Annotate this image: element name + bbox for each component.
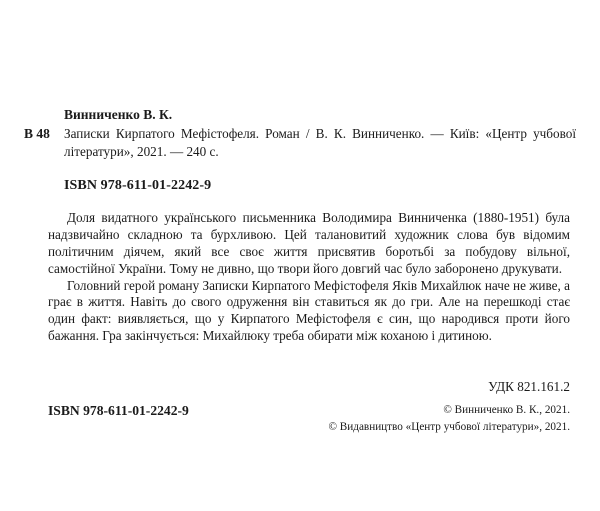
copyright-block: [329, 402, 570, 436]
imprint-footer: [48, 402, 570, 436]
annotation-paragraph-2: Головний герой роману Записки Кирпатого Мефістофеля Яків Михайлюк наче не живе, а грає в життя. Навіть до свого одруження він ставиться як до гри. Але на перешкоді стає один факт: виявляється, що у Кирпатого Мефістофеля є син, що народився проти його бажання. Гра закінчується: Михайлюку треба обирати між коханою і дитиною.: [48, 277, 570, 344]
cip-classification-code: В 48: [24, 126, 50, 142]
cip-author-heading: Винниченко В. К.: [64, 107, 173, 122]
cip-entry: [24, 125, 576, 160]
cip-bibliographic-description: Записки Кирпатого Мефістофеля. Роман / В. К. Винниченко. — Київ: «Центр учбової літератури», 2021. — 240 с.: [64, 126, 576, 159]
annotation-block: [48, 210, 570, 345]
copyright-line-publisher: © Видавництво «Центр учбової літератури», 2021.: [328, 420, 570, 433]
isbn-main: ISBN 978-611-01-2242-9: [64, 178, 212, 193]
isbn-footer: ISBN 978-611-01-2242-9: [48, 403, 189, 418]
udc-classification: УДК 821.161.2: [488, 379, 570, 394]
copyright-line-author: © Винниченко В. К., 2021.: [443, 404, 570, 416]
annotation-paragraph-1: Доля видатного українського письменника Володимира Винниченка (1880-1951) була надзвичайно складною та бурхливою. Цей талановитий художник слова був відомим політичним діячем, який все своє життя присвятив боротьбі за побудову вільної, самостійної України. Тому не дивно, що твори його довгий час було заборонено друкувати.: [48, 210, 570, 276]
cataloguing-in-publication-block: [24, 106, 576, 160]
